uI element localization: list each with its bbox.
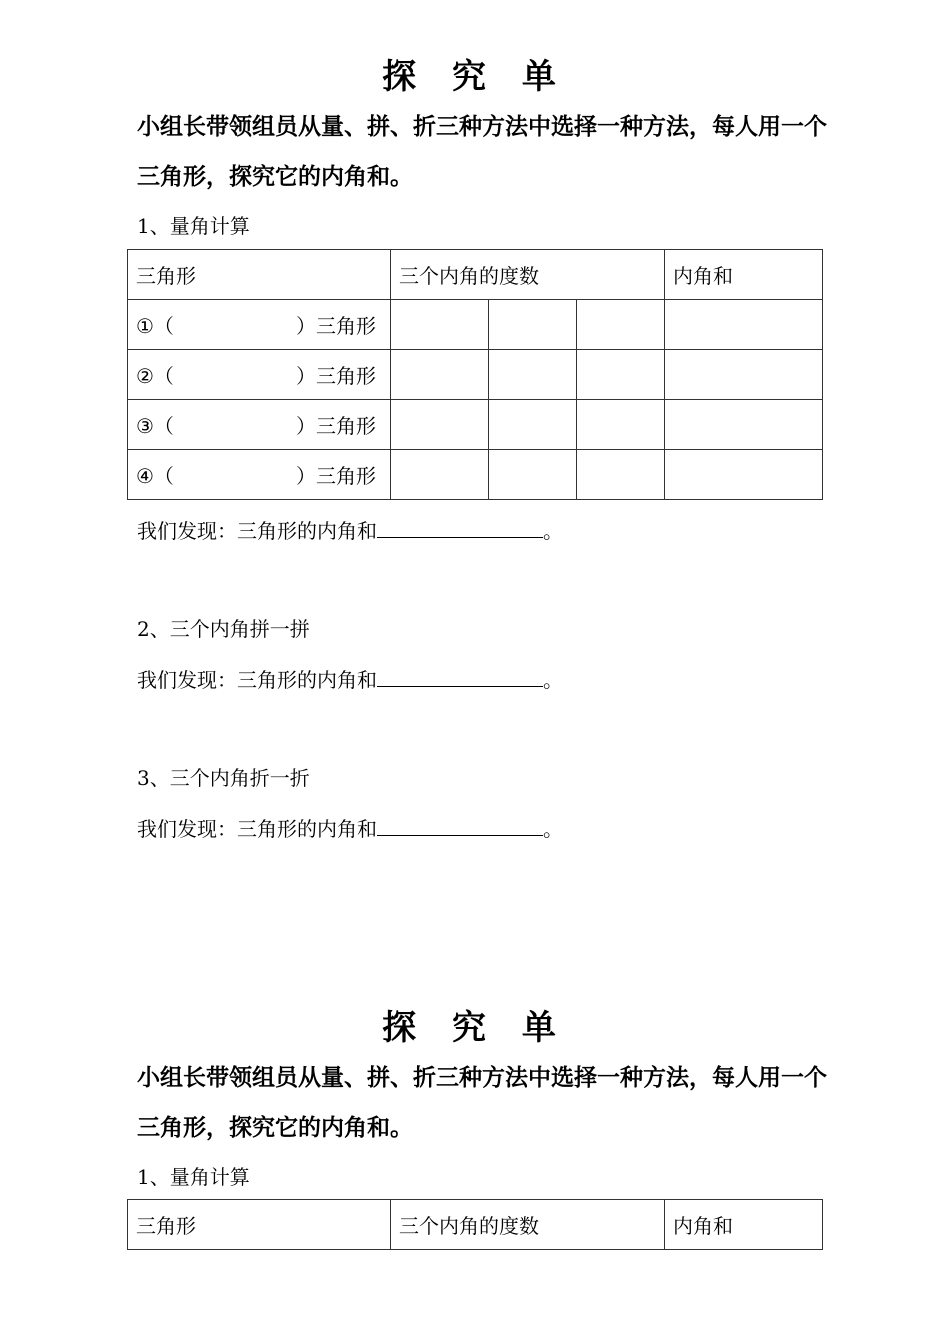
row-suffix: ）三角形 <box>296 314 376 338</box>
triangle-type-cell[interactable] <box>128 300 391 350</box>
angle-1-cell[interactable] <box>391 300 489 350</box>
table-row <box>128 350 823 400</box>
row-suffix: ）三角形 <box>296 464 376 488</box>
worksheet-title: 探 究 单 <box>382 1008 568 1048</box>
table-row <box>128 400 823 450</box>
row-number: ①（ <box>136 314 174 338</box>
finding-suffix: 。 <box>543 817 563 841</box>
angle-3-cell[interactable] <box>577 300 665 350</box>
header-triangle: 三角形 <box>128 1200 391 1250</box>
triangle-type-cell[interactable] <box>128 350 391 400</box>
angle-sum-cell[interactable] <box>665 450 823 500</box>
angle-measure-table <box>127 249 823 500</box>
answer-blank[interactable] <box>377 515 543 538</box>
angle-2-cell[interactable] <box>489 350 577 400</box>
worksheet-title: 探 究 单 <box>382 57 568 97</box>
row-number: ③（ <box>136 414 174 438</box>
section-2-heading: 2、三个内角拼一拼 <box>137 617 310 641</box>
finding-suffix: 。 <box>543 519 563 543</box>
angle-measure-table <box>127 1199 823 1250</box>
finding-suffix: 。 <box>543 668 563 692</box>
angle-2-cell[interactable] <box>489 400 577 450</box>
triangle-type-cell[interactable] <box>128 450 391 500</box>
row-suffix: ）三角形 <box>296 364 376 388</box>
header-three-angles: 三个内角的度数 <box>391 250 665 300</box>
section-1-heading: 1、量角计算 <box>137 214 250 238</box>
finding-prefix: 我们发现：三角形的内角和 <box>137 817 377 841</box>
angle-3-cell[interactable] <box>577 400 665 450</box>
angle-1-cell[interactable] <box>391 350 489 400</box>
table-row <box>128 450 823 500</box>
header-angle-sum: 内角和 <box>665 250 823 300</box>
row-suffix: ）三角形 <box>296 414 376 438</box>
answer-blank[interactable] <box>377 664 543 687</box>
row-number: ②（ <box>136 364 174 388</box>
table-header-row <box>128 1200 823 1250</box>
table-header-row <box>128 250 823 300</box>
section-1-heading: 1、量角计算 <box>137 1165 250 1189</box>
angle-2-cell[interactable] <box>489 300 577 350</box>
instructions-text: 小组长带领组员从量、拼、折三种方法中选择一种方法，每人用一个三角形，探究它的内角和。 <box>137 1065 827 1141</box>
answer-blank[interactable] <box>377 813 543 836</box>
finding-prefix: 我们发现：三角形的内角和 <box>137 519 377 543</box>
section-3-heading: 3、三个内角折一折 <box>137 766 310 790</box>
angle-1-cell[interactable] <box>391 450 489 500</box>
instructions-text: 小组长带领组员从量、拼、折三种方法中选择一种方法，每人用一个三角形，探究它的内角和。 <box>137 114 827 190</box>
triangle-type-cell[interactable] <box>128 400 391 450</box>
finding-line-2 <box>137 664 563 695</box>
table-row <box>128 300 823 350</box>
row-number: ④（ <box>136 464 174 488</box>
angle-3-cell[interactable] <box>577 350 665 400</box>
finding-prefix: 我们发现：三角形的内角和 <box>137 668 377 692</box>
header-angle-sum: 内角和 <box>665 1200 823 1250</box>
finding-line-1 <box>137 515 563 546</box>
angle-3-cell[interactable] <box>577 450 665 500</box>
angle-sum-cell[interactable] <box>665 400 823 450</box>
angle-2-cell[interactable] <box>489 450 577 500</box>
angle-sum-cell[interactable] <box>665 300 823 350</box>
angle-sum-cell[interactable] <box>665 350 823 400</box>
angle-1-cell[interactable] <box>391 400 489 450</box>
header-three-angles: 三个内角的度数 <box>391 1200 665 1250</box>
finding-line-3 <box>137 813 563 844</box>
header-triangle: 三角形 <box>128 250 391 300</box>
